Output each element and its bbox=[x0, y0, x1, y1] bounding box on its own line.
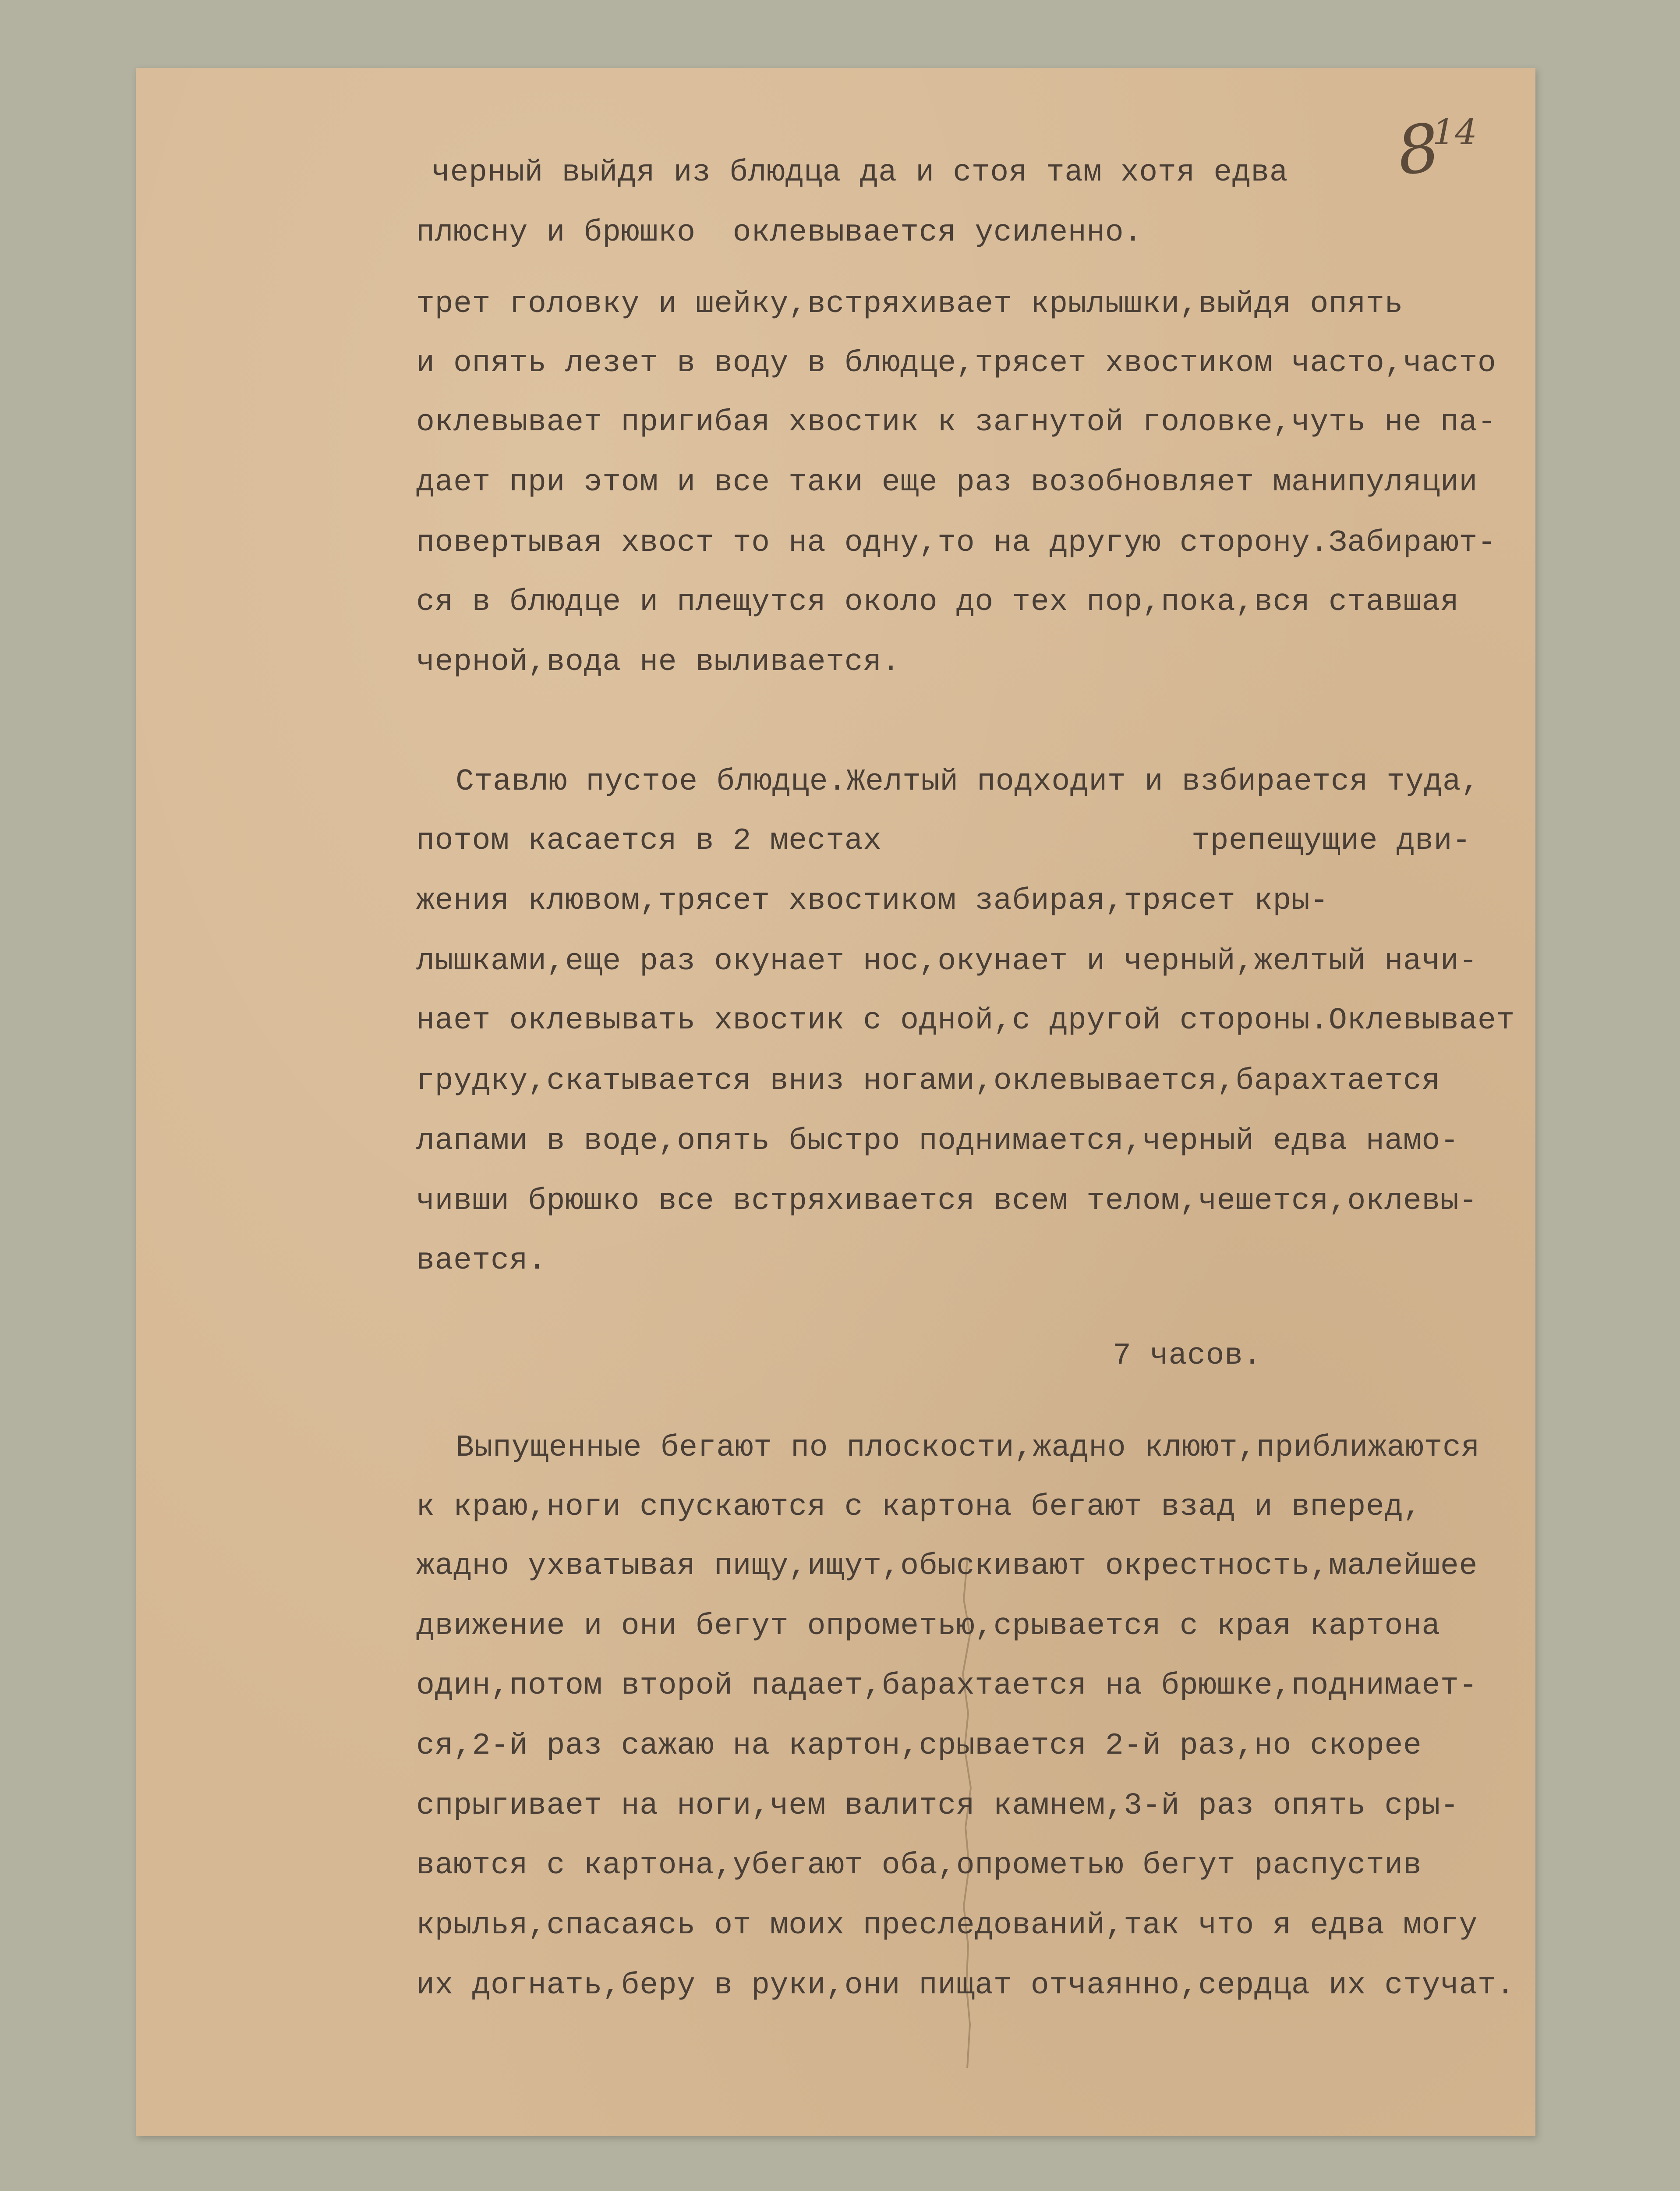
text-line: и опять лезет в воду в блюдце,трясет хвостиком часто,часто bbox=[416, 346, 1496, 381]
text-line: спрыгивает на ноги,чем валится камнем,3-й раз опять сры- bbox=[416, 1789, 1459, 1823]
folio-number: 8 bbox=[1392, 109, 1445, 191]
text-line: нает оклевывать хвостик с одной,с другой стороны.Оклевывает bbox=[416, 1003, 1515, 1038]
text-line: повертывая хвост то на одну,то на другую сторону.Забирают- bbox=[416, 526, 1496, 560]
text-line: черный выйдя из блюдца да и стоя там хотя едва bbox=[431, 156, 1288, 190]
text-line: один,потом второй падает,барахтается на брюшке,поднимает- bbox=[416, 1669, 1478, 1703]
text-line: ся в блюдце и плещутся около до тех пор,пока,вся ставшая bbox=[416, 585, 1459, 620]
section-time-heading: 7 часов. bbox=[1113, 1339, 1262, 1373]
text-line: потом касается в 2 местах bbox=[416, 824, 882, 858]
text-line: оклевывает пригибая хвостик к загнутой головке,чуть не па- bbox=[416, 405, 1496, 440]
text-line: трепещущие дви- bbox=[1192, 824, 1471, 858]
text-line: Выпущенные бегают по плоскости,жадно клюют,приближаются bbox=[456, 1431, 1480, 1465]
text-line: черной,вода не выливается. bbox=[416, 645, 901, 680]
text-line: их догнать,беру в руки,они пищат отчаянно,сердца их стучат. bbox=[416, 1968, 1515, 2003]
text-line: ваются с картона,убегают оба,опрометью бегут распустив bbox=[416, 1848, 1422, 1883]
text-line: плюсну и брюшко оклевывается усиленно. bbox=[416, 216, 1142, 250]
text-line: дает при этом и все таки еще раз возобновляет манипуляции bbox=[416, 465, 1478, 500]
text-line: Ставлю пустое блюдце.Желтый подходит и взбирается туда, bbox=[456, 765, 1480, 799]
text-line: жадно ухватывая пищу,ищут,обыскивают окрестность,малейшее bbox=[416, 1549, 1478, 1584]
text-line: лапами в воде,опять быстро поднимается,черный едва намо- bbox=[416, 1124, 1459, 1159]
text-line: крылья,спасаясь от моих преследований,так что я едва могу bbox=[416, 1908, 1478, 1943]
folio-number-small: 14 bbox=[1432, 112, 1477, 152]
text-line: чивши брюшко все встряхивается всем телом,чешется,оклевы- bbox=[416, 1184, 1478, 1219]
text-line: вается. bbox=[416, 1244, 547, 1278]
text-line: лышками,еще раз окунает нос,окунает и черный,желтый начи- bbox=[416, 944, 1478, 979]
text-line: к краю,ноги спускаются с картона бегают взад и вперед, bbox=[416, 1490, 1422, 1524]
text-line: трет головку и шейку,встряхивает крылышки,выйдя опять bbox=[416, 287, 1403, 322]
text-line: грудку,скатывается вниз ногами,оклевывается,барахтается bbox=[416, 1064, 1440, 1099]
text-line: движение и они бегут опрометью,срывается с края картона bbox=[416, 1609, 1440, 1644]
text-line: ся,2-й раз сажаю на картон,срывается 2-й раз,но скорее bbox=[416, 1729, 1422, 1763]
text-line: жения клювом,трясет хвостиком забирая,трясет кры- bbox=[416, 884, 1329, 918]
